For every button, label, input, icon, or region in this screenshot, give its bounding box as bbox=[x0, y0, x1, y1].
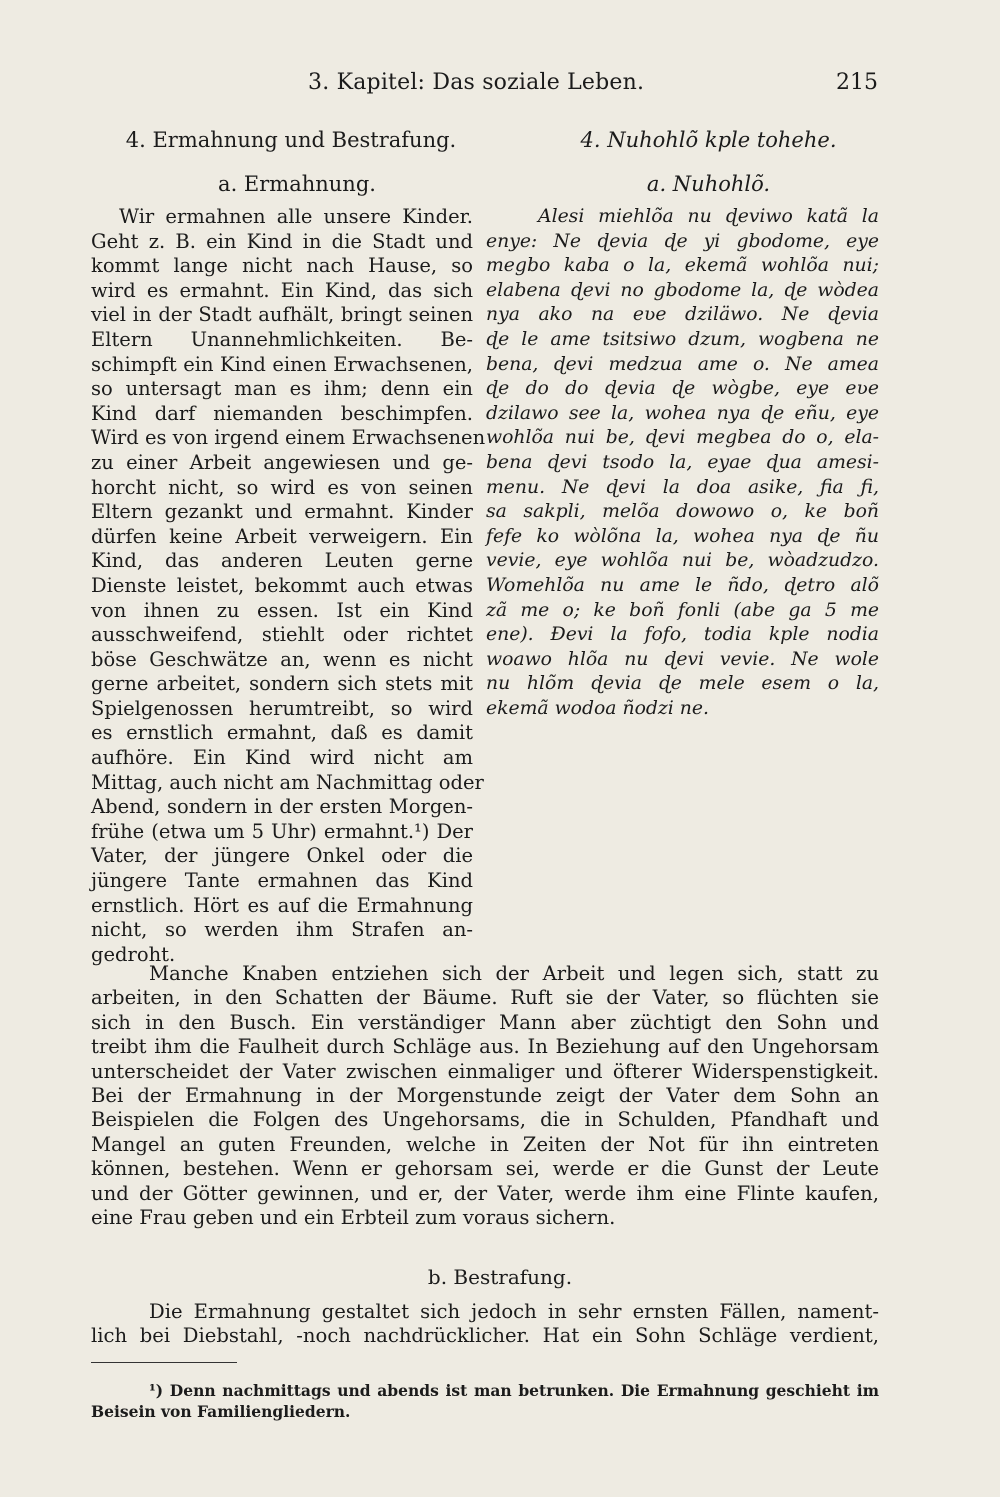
footnote-line: ¹) Denn nachmittags und abends ist man betrunken. Die Ermahnung geschieht im bbox=[149, 1381, 879, 1400]
text-line: wohlõa nui be, ɖevi megbea do o, ela- bbox=[486, 427, 879, 449]
text-line: Mangel an guten Freunden, welche in Zeiten der Not für ihn eintreten bbox=[91, 1132, 879, 1156]
text-line: jüngere Tante ermahnen das Kind bbox=[91, 869, 473, 893]
text-line: Beispielen die Folgen des Ungehorsams, die in Schulden, Pfandhaft und bbox=[91, 1108, 879, 1132]
german-paragraph bbox=[91, 205, 486, 967]
german-column bbox=[91, 128, 486, 967]
text-line: zu einer Arbeit angewiesen und ge- bbox=[91, 450, 473, 474]
text-line: nya ako na eʋe dziläwo. Ne ɖevia bbox=[486, 304, 879, 326]
bestrafung-heading-text: b. Bestrafung. bbox=[427, 1265, 573, 1289]
footnote-rule bbox=[91, 1362, 237, 1363]
text-line: können, bestehen. Wenn er gehorsam sei, werde er die Gunst der Leute bbox=[91, 1157, 879, 1181]
text-line: Alesi miehlõa nu ɖeviwo katã la bbox=[538, 206, 879, 227]
text-line: ene). Ɖevi la fofo, todia kple nodia bbox=[486, 624, 879, 646]
text-line: Womehlõa nu ame le ñdo, ɖetro alõ bbox=[486, 574, 879, 596]
text-line: vevie, eye wohlõa nui be, wòadzudzo. bbox=[486, 550, 879, 572]
text-line: Kind darf niemanden beschimpfen. bbox=[91, 401, 473, 425]
text-line: gerne arbeitet, sondern sich stets mit bbox=[91, 672, 473, 696]
text-line: woawo hlõa nu ɖevi vevie. Ne wole bbox=[486, 648, 879, 670]
text-line: bena ɖevi tsodo la, eyae ɖua amesi- bbox=[486, 451, 879, 473]
german-section-heading: 4. Ermahnung und Bestrafung. bbox=[125, 128, 457, 152]
text-line: Spielgenossen herumtreibt, so wird bbox=[91, 696, 473, 720]
text-line: wird es ermahnt. Ein Kind, das sich bbox=[91, 278, 473, 302]
text-line: Dienste leistet, bekommt auch etwas bbox=[91, 573, 473, 597]
text-line: Abend, sondern in der ersten Morgen- bbox=[91, 795, 473, 819]
text-line: schimpft ein Kind einen Erwachsenen, bbox=[91, 352, 473, 376]
text-line: es ernstlich ermahnt, daß es damit bbox=[91, 721, 473, 745]
text-line: kommt lange nicht nach Hause, so bbox=[91, 254, 473, 278]
text-line: dürfen keine Arbeit verweigern. Ein bbox=[91, 524, 473, 548]
ewe-subsection-heading: a. Nuhohlõ. bbox=[646, 172, 771, 196]
german-subsection-heading: a. Ermahnung. bbox=[218, 172, 376, 196]
text-line: Geht z. B. ein Kind in die Stadt und bbox=[91, 229, 473, 253]
text-line: ɖe do do ɖevia ɖe wògbe, eye eʋe bbox=[486, 378, 879, 400]
page-number: 215 bbox=[836, 70, 878, 95]
text-line: ernstlich. Hört es auf die Ermahnung bbox=[91, 893, 473, 917]
text-line: Bei der Ermahnung in der Morgenstunde zeigt der Vater dem Sohn an bbox=[91, 1084, 879, 1108]
text-line: ausschweifend, stiehlt oder richtet bbox=[91, 623, 473, 647]
text-line: treibt ihm die Faulheit durch Schläge aus. In Beziehung auf den Ungehorsam bbox=[91, 1035, 879, 1059]
text-line: fefe ko wòlõna la, wohea nya ɖe ñu bbox=[486, 525, 879, 547]
text-line: gedroht. bbox=[91, 942, 176, 966]
text-line: viel in der Stadt aufhält, bringt seinen bbox=[91, 303, 473, 327]
text-line: bena, ɖevi medzua ame o. Ne amea bbox=[486, 353, 879, 375]
text-line: horcht nicht, so wird es von seinen bbox=[91, 475, 473, 499]
text-line: Vater, der jüngere Onkel oder die bbox=[91, 844, 473, 868]
text-line: Manche Knaben entziehen sich der Arbeit und legen sich, statt zu bbox=[149, 962, 879, 985]
text-line: so untersagt man es ihm; denn ein bbox=[91, 377, 473, 401]
text-line: menu. Ne ɖevi la doa asike, ƒia ƒi, bbox=[486, 476, 879, 498]
text-line: böse Geschwätze an, wenn es nicht bbox=[91, 647, 473, 671]
text-line: Wird es von irgend einem Erwachsenen bbox=[91, 426, 486, 450]
text-line: dzilawo see la, wohea nya ɖe eñu, eye bbox=[486, 402, 879, 424]
text-line: und der Götter gewinnen, und er, der Vater, werde ihm eine Flinte kaufen, bbox=[91, 1181, 879, 1205]
text-line: ɖe le ame tsitsiwo dzum, wogbena ne bbox=[486, 328, 879, 350]
text-line: zã me o; ke boñ fonli (abe ga 5 me bbox=[486, 599, 879, 621]
ewe-column bbox=[486, 128, 879, 721]
text-line: eine Frau geben und ein Erbteil zum voraus sichern. bbox=[91, 1206, 616, 1230]
german-continuation-paragraph bbox=[91, 962, 879, 1230]
footnote bbox=[91, 1380, 879, 1422]
text-line: nu hlõm ɖevia ɖe mele esem o la, bbox=[486, 673, 879, 695]
text-line: nicht, so werden ihm Strafen an- bbox=[91, 918, 473, 942]
text-line: arbeiten, in den Schatten der Bäume. Ruft sie der Vater, so flüchten sie bbox=[91, 986, 879, 1010]
text-line: Kind, das anderen Leuten gerne bbox=[91, 549, 473, 573]
bestrafung-heading bbox=[0, 1265, 1000, 1289]
text-line: lich bei Diebstahl, -noch nachdrücklicher. Hat ein Sohn Schläge verdient, bbox=[91, 1324, 879, 1348]
footnote-line: Beisein von Familiengliedern. bbox=[91, 1402, 351, 1421]
text-line: Mittag, auch nicht am Nachmittag oder bbox=[91, 770, 484, 794]
text-line: von ihnen zu essen. Ist ein Kind bbox=[91, 598, 473, 622]
text-line: megbo kaba o la, ekemã wohlõa nui; bbox=[486, 255, 879, 277]
bestrafung-paragraph bbox=[91, 1300, 879, 1349]
ewe-section-heading: 4. Nuhohlõ kple tohehe. bbox=[580, 128, 837, 152]
ewe-paragraph bbox=[486, 205, 879, 721]
text-line: enye: Ne ɖevia ɖe yi gbodome, eye bbox=[486, 230, 879, 252]
text-line: elabena ɖevi no gbodome la, ɖe wòdea bbox=[486, 279, 879, 301]
text-line: unterscheidet der Vater zwischen einmaliger und öfterer Widerspenstigkeit. bbox=[91, 1059, 879, 1083]
text-line: Eltern gezankt und ermahnt. Kinder bbox=[91, 500, 473, 524]
running-header-title: 3. Kapitel: Das soziale Leben. bbox=[308, 70, 645, 95]
text-line: aufhöre. Ein Kind wird nicht am bbox=[91, 746, 473, 770]
text-line: ekemã wodoa ñodzi ne. bbox=[486, 697, 709, 719]
text-line: Eltern Unannehmlichkeiten. Be- bbox=[91, 327, 473, 351]
text-line: sich in den Busch. Ein verständiger Mann aber züchtigt den Sohn und bbox=[91, 1010, 879, 1034]
text-line: sa sakpli, melõa dowowo o, ke boñ bbox=[486, 501, 879, 523]
text-line: Die Ermahnung gestaltet sich jedoch in sehr ernsten Fällen, nament- bbox=[149, 1300, 879, 1323]
text-line: frühe (etwa um 5 Uhr) ermahnt.¹) Der bbox=[91, 819, 473, 843]
text-line: Wir ermahnen alle unsere Kinder. bbox=[119, 205, 473, 228]
